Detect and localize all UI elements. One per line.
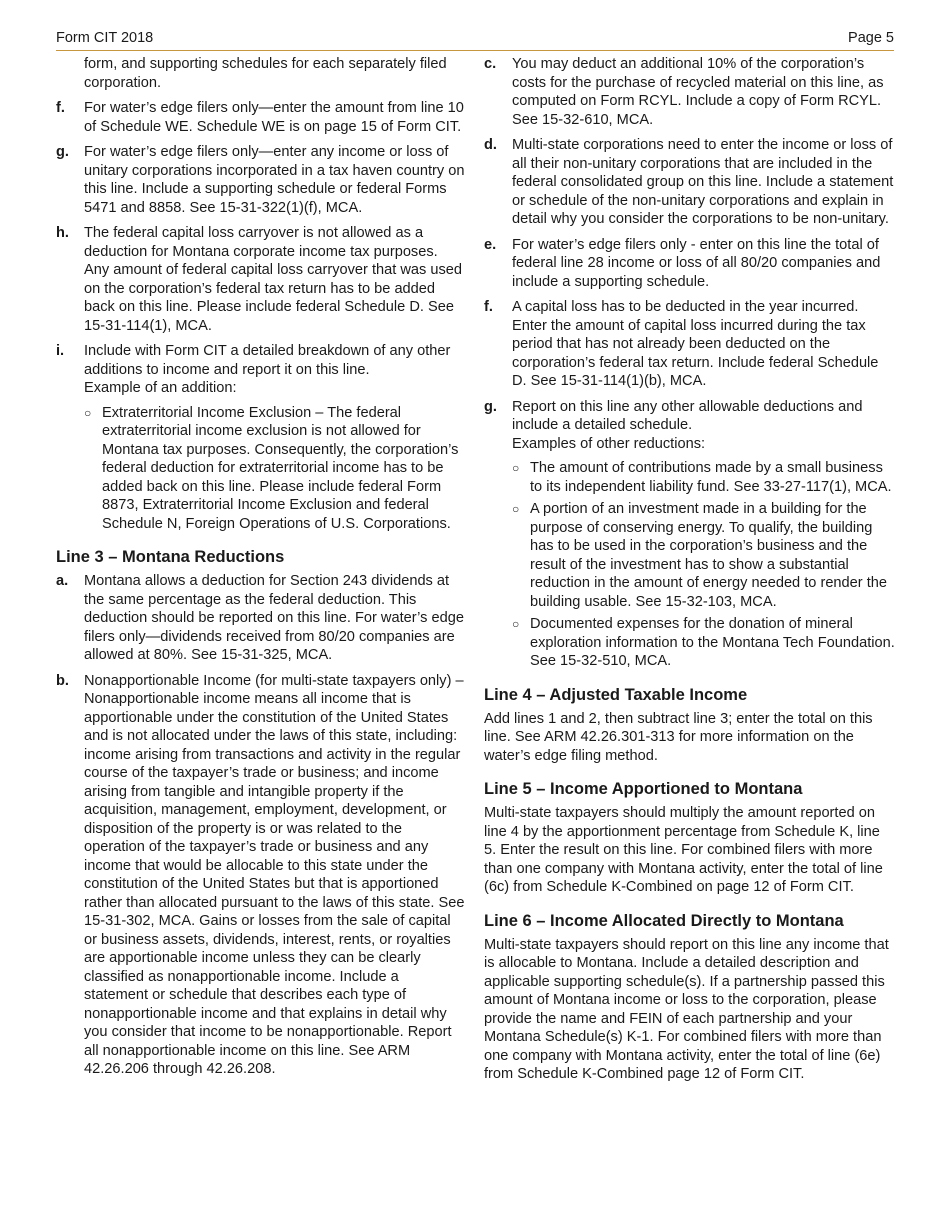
bullet-text: The amount of contributions made by a small business to its independent liability fund. See 33-27-117(1), MCA.	[530, 460, 892, 495]
page-number: Page 5	[848, 30, 894, 46]
line4-heading: Line 4 – Adjusted Taxable Income	[484, 685, 748, 704]
example-list	[84, 404, 466, 534]
continued-text: form, and supporting schedules for each separately filed corporation.	[84, 56, 447, 91]
right-column	[484, 55, 896, 1090]
line2-item-f	[56, 99, 466, 136]
circle-bullet-icon: ○	[512, 502, 520, 516]
left-column	[56, 55, 466, 1086]
item-letter: c.	[484, 56, 497, 72]
line3-item-d	[484, 136, 896, 229]
line5-text: Multi-state taxpayers should multiply the amount reported on line 4 by the apportionment percentage from Schedule K, line 5. Enter the result on this line. For combined filers with more than one company with Montana activity, enter the total of line (6c) from Schedule K-Combined on page 12 of Form CIT.	[484, 805, 883, 895]
line2-item-i	[56, 342, 466, 533]
item-letter: a.	[56, 573, 69, 589]
line6-heading: Line 6 – Income Allocated Directly to Montana	[484, 911, 844, 930]
line3-heading: Line 3 – Montana Reductions	[56, 548, 285, 566]
circle-bullet-icon: ○	[512, 461, 520, 475]
line3-item-b	[56, 672, 466, 1079]
item-text: Multi-state corporations need to enter the income or loss of all their non-unitary corporations that are included in the federal consolidated group on this line. Include a statement or schedule of the non-unitary corporations and explain in detail why you consider the corporations to be non-unitary.	[512, 137, 894, 227]
item-letter: g.	[56, 144, 69, 160]
item-letter: e.	[484, 236, 497, 253]
line6-text: Multi-state taxpayers should report on this line any income that is allocable to Montana. Include a detailed description and applicable supporting schedule(s). If a partnership passed this amount of Montana income or loss to the corporation, please provide the name and FEIN of each partnership and your Montana Schedule(s) K-1. For combined filers with more than one company with Montana activity, enter the total of line (6e) from Schedule K-Combined page 12 of Form CIT.	[484, 936, 889, 1082]
line4-text: Add lines 1 and 2, then subtract line 3; enter the total on this line. See ARM 42.26.301-313 for more information on the water’s edge filing method.	[484, 710, 873, 764]
line3-item-g	[484, 398, 896, 671]
line5-heading: Line 5 – Income Apportioned to Montana	[484, 780, 803, 798]
item-text: Nonapportionable Income (for multi-state taxpayers only) – Nonapportionable income means all income that is apportionable under the constitution of the United States and is not allocated under the laws of this state, including: income arising from transactions and activity in the regular course of the taxpayer’s trade or business; and income arising from tangible and intangible property if the acquisition, management, employment, development, or disposition of the property is or was related to the operation of the taxpayer’s trade or business and any income that would be allocable to this state under the constitution of the United States but that is apportioned rather than allocated pursuant to the laws of this state. See 15-31-302, MCA. Gains or losses from the sale of capital or business assets, dividends, interest, rents, or royalties are apportionable income unless they can be clearly classified as nonapportionable income. Include a statement or schedule that describes each type of nonapportionable income and that explains in detail why you consider that income to be nonapportionable. Report all nonapportionable income on this line. See ARM 42.26.206 through 42.26.208.	[84, 672, 465, 1077]
list-item	[512, 615, 896, 671]
line2-item-h	[56, 224, 466, 335]
line3-item-a	[56, 572, 466, 665]
item-text: For water’s edge filers only - enter on this line the total of federal line 28 income or loss of all 80/20 companies and include a supporting schedule.	[512, 236, 881, 290]
list-item	[512, 459, 896, 496]
item-letter: b.	[56, 672, 69, 689]
bullet-text: Extraterritorial Income Exclusion – The federal extraterritorial income exclusion is not allowed for Montana tax purposes. Consequently, the corporation’s federal deduction for extraterritorial income has to be added back on this line. Please include federal Form 8873, Extraterritorial Income Exclusion and federal Schedule N, Foreign Operations of U.S. Corporations.	[102, 404, 459, 532]
form-title: Form CIT 2018	[56, 30, 154, 46]
line3-item-c	[484, 55, 896, 129]
example-label: Examples of other reductions:	[512, 435, 706, 452]
line2-item-g	[56, 143, 466, 217]
item-letter: f.	[484, 299, 493, 315]
list-item	[512, 500, 896, 611]
line3-item-f	[484, 298, 896, 391]
circle-bullet-icon: ○	[84, 405, 92, 420]
item-text: You may deduct an additional 10% of the corporation’s costs for the purchase of recycled material on this line, as computed on Form RCYL. Include a copy of Form RCYL. See 15-32-610, MCA.	[512, 56, 884, 128]
item-text: A capital loss has to be deducted in the year incurred. Enter the amount of capital loss incurred during the tax period that has not already been deducted on the corporation’s federal tax return. Include federal Schedule D. See 15-31-114(1)(b), MCA.	[512, 299, 879, 389]
item-letter: h.	[56, 225, 69, 241]
line3-item-e	[484, 236, 896, 292]
item-letter: f.	[56, 100, 65, 116]
bullet-text: Documented expenses for the donation of mineral exploration information to the Montana Tech Foundation. See 15-32-510, MCA.	[530, 616, 895, 669]
item-text: Montana allows a deduction for Section 243 dividends at the same percentage as the federal deduction. This deduction should be reported on this line. For water’s edge filers only—dividends received from 80/20 companies are allowed at 80%. See 15-31-325, MCA.	[84, 573, 464, 663]
item-text: The federal capital loss carryover is not allowed as a deduction for Montana corporate income tax purposes. Any amount of federal capital loss carryover that was used on the corporation’s federal tax return has to be added back on this line. Please include federal Schedule D. See 15-31-114(1), MCA.	[84, 225, 463, 334]
bullet-text: A portion of an investment made in a building for the purpose of conserving energy. To qualify, the building has to be used in the corporation’s business and the result of the investment has to show a substantial reduction in the amount of energy needed to render the building usable. See 15-32-103, MCA.	[530, 501, 887, 610]
page-header	[56, 30, 894, 51]
example-list	[512, 459, 896, 671]
item-text: For water’s edge filers only—enter any income or loss of unitary corporations incorporated in a tax haven country on this line. Include a supporting schedule or federal Forms 5471 and 8858. See 15-31-322(1)(f), MCA.	[84, 144, 465, 216]
example-label: Example of an addition:	[84, 380, 237, 396]
item-letter: g.	[484, 398, 497, 415]
item-text: For water’s edge filers only—enter the amount from line 10 of Schedule WE. Schedule WE is on page 15 of Form CIT.	[84, 100, 464, 135]
circle-bullet-icon: ○	[512, 617, 520, 631]
list-item	[84, 404, 466, 534]
item-text: Report on this line any other allowable deductions and include a detailed schedule.	[512, 398, 863, 433]
item-letter: d.	[484, 137, 497, 153]
item-text: Include with Form CIT a detailed breakdown of any other additions to income and report it on this line.	[84, 343, 451, 378]
item-letter: i.	[56, 343, 65, 359]
